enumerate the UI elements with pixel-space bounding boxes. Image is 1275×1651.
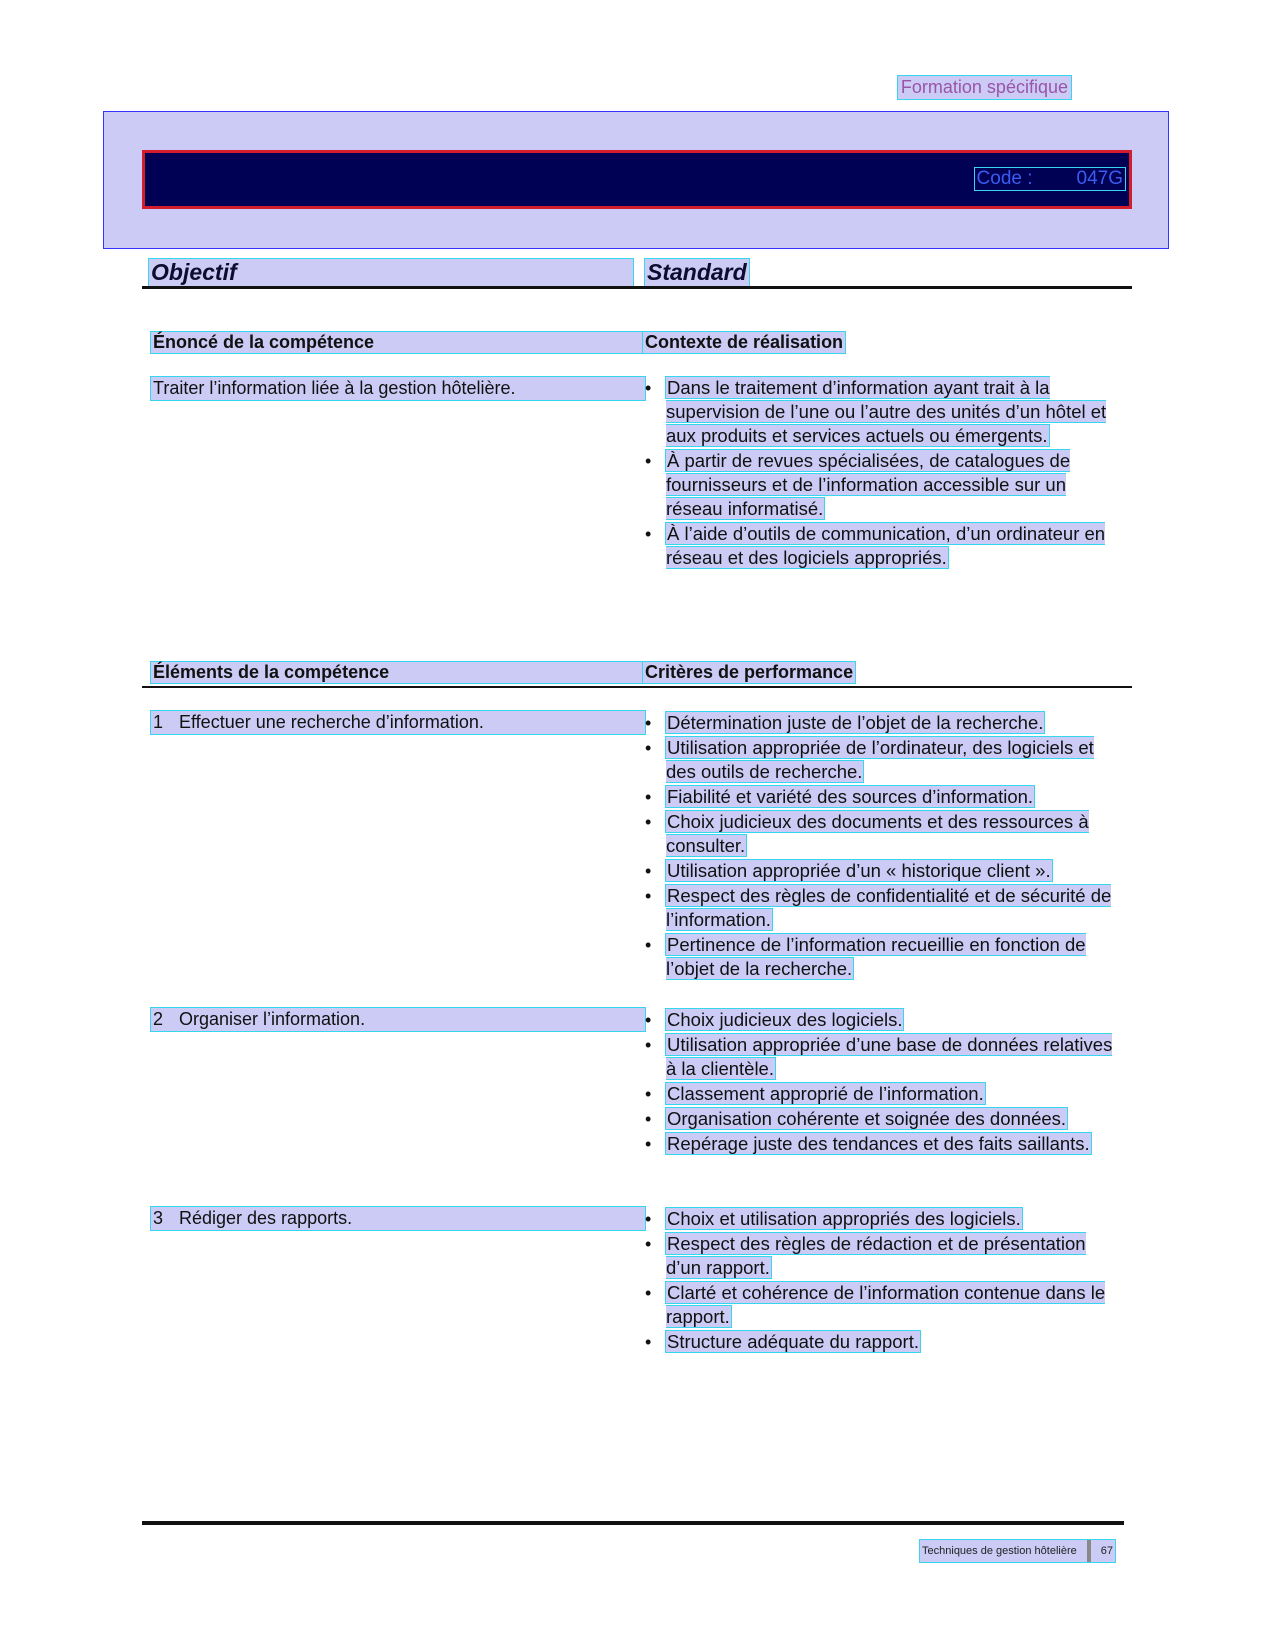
element-text: Rédiger des rapports. bbox=[179, 1208, 353, 1228]
list-item-text: Dans le traitement d’information ayant trait à la supervision de l’une ou l’autre des unités d’un hôtel et aux produits et services actuels ou émergents. bbox=[666, 377, 1107, 446]
list-item-text: Détermination juste de l’objet de la recherche. bbox=[667, 712, 1044, 733]
list-item-text: Classement approprié de l’information. bbox=[667, 1083, 984, 1104]
criteres-heading: Critères de performance bbox=[645, 662, 854, 682]
list-item-text: Choix judicieux des documents et des ressources à consulter. bbox=[666, 811, 1089, 856]
list-item bbox=[643, 1232, 1123, 1280]
list-item-text: Fiabilité et variété des sources d’information. bbox=[667, 786, 1034, 807]
list-item bbox=[643, 1033, 1123, 1081]
list-item bbox=[643, 810, 1123, 858]
program-label: Formation spécifique bbox=[898, 76, 1071, 99]
list-item-text: À partir de revues spécialisées, de catalogues de fournisseurs et de l’information accessible sur un réseau informatisé. bbox=[666, 450, 1071, 519]
elements-rule bbox=[142, 686, 1132, 688]
page-number: 67 bbox=[1100, 1544, 1113, 1557]
footer bbox=[920, 1540, 1115, 1562]
footer-divider bbox=[1087, 1540, 1091, 1562]
list-item-text: Repérage juste des tendances et des faits saillants. bbox=[667, 1133, 1090, 1154]
list-item bbox=[643, 449, 1123, 521]
code-value: 047G bbox=[1076, 168, 1123, 189]
enonce-heading: Énoncé de la compétence bbox=[151, 332, 645, 353]
enonce-text: Traiter l’information liée à la gestion hôtelière. bbox=[151, 377, 645, 400]
list-item-text: Utilisation appropriée de l’ordinateur, des logiciels et des outils de recherche. bbox=[666, 737, 1094, 782]
footer-title: Techniques de gestion hôtelière bbox=[922, 1544, 1077, 1557]
footer-rule bbox=[142, 1521, 1124, 1525]
list-item bbox=[643, 1132, 1123, 1156]
list-item bbox=[643, 711, 1123, 735]
list-item bbox=[643, 1330, 1123, 1354]
criteria-list-3 bbox=[643, 1207, 1123, 1355]
element-text: Organiser l’information. bbox=[179, 1009, 366, 1029]
list-item-text: Utilisation appropriée d’une base de données relatives à la clientèle. bbox=[666, 1034, 1113, 1079]
list-item-text: À l’aide d’outils de communication, d’un ordinateur en réseau et des logiciels appropriés. bbox=[666, 523, 1106, 568]
list-item-text: Structure adéquate du rapport. bbox=[667, 1331, 919, 1352]
list-item-text: Pertinence de l’information recueillie en fonction de l’objet de la recherche. bbox=[666, 934, 1086, 979]
elements-heading: Éléments de la compétence bbox=[151, 662, 645, 683]
list-item bbox=[643, 736, 1123, 784]
element-text: Effectuer une recherche d’information. bbox=[179, 712, 484, 732]
list-item-text: Respect des règles de rédaction et de présentation d’un rapport. bbox=[666, 1233, 1086, 1278]
criteria-list-2 bbox=[643, 1008, 1123, 1157]
list-item-text: Choix et utilisation appropriés des logiciels. bbox=[667, 1208, 1021, 1229]
list-item bbox=[643, 1107, 1123, 1131]
list-item bbox=[643, 884, 1123, 932]
criteria-list-1 bbox=[643, 711, 1123, 982]
list-item bbox=[643, 1082, 1123, 1106]
contexte-heading: Contexte de réalisation bbox=[645, 332, 844, 352]
list-item-text: Respect des règles de confidentialité et de sécurité de l’information. bbox=[666, 885, 1112, 930]
code-label bbox=[975, 168, 1125, 190]
list-item-text: Utilisation appropriée d’un « historique client ». bbox=[667, 860, 1051, 881]
element-number: 1 bbox=[153, 712, 164, 732]
list-item bbox=[643, 859, 1123, 883]
code-label-text: Code : bbox=[976, 168, 1033, 189]
list-item bbox=[643, 933, 1123, 981]
list-item-text: Choix judicieux des logiciels. bbox=[667, 1009, 903, 1030]
list-item-text: Clarté et cohérence de l’information contenue dans le rapport. bbox=[666, 1282, 1106, 1327]
element-number: 2 bbox=[153, 1009, 164, 1029]
list-item bbox=[643, 785, 1123, 809]
contexte-list bbox=[643, 376, 1123, 571]
header-rule bbox=[142, 286, 1132, 289]
list-item bbox=[643, 1207, 1123, 1231]
list-item bbox=[643, 376, 1123, 448]
list-item bbox=[643, 1281, 1123, 1329]
element-3 bbox=[151, 1207, 645, 1230]
title-bar bbox=[142, 150, 1132, 209]
list-item bbox=[643, 522, 1123, 570]
element-1 bbox=[151, 711, 645, 734]
element-number: 3 bbox=[153, 1208, 164, 1228]
element-2 bbox=[151, 1008, 645, 1031]
list-item-text: Organisation cohérente et soignée des données. bbox=[667, 1108, 1067, 1129]
objectif-heading: Objectif bbox=[149, 259, 633, 286]
list-item bbox=[643, 1008, 1123, 1032]
standard-heading: Standard bbox=[647, 259, 747, 285]
